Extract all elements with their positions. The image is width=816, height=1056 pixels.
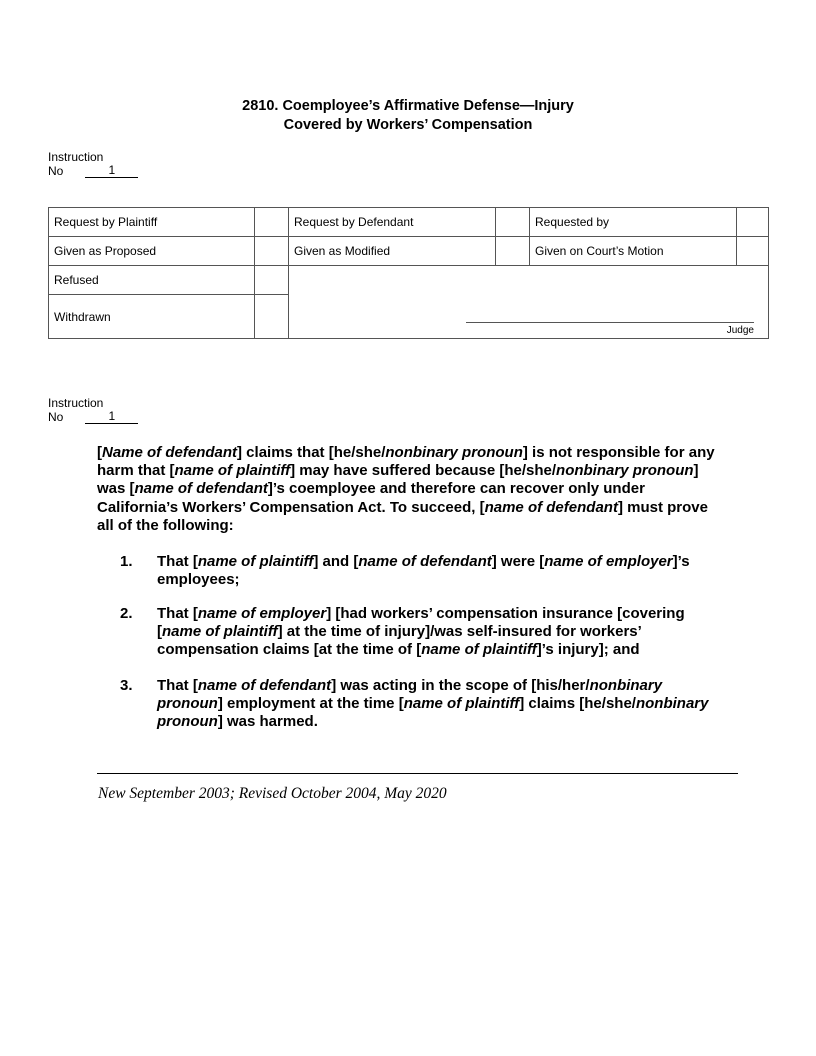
item-text: That [name of employer] [had workers’ compensation insurance [covering [name of plaintiff] at the time of injury]/was self-insured for workers’ compensation claims [at the time of [name of plaintiff]’s injury]; and bbox=[157, 605, 685, 659]
item-number: 1. bbox=[120, 553, 133, 570]
instruction-number-block-bottom bbox=[48, 396, 138, 424]
withdrawn-checkbox[interactable] bbox=[255, 295, 289, 339]
judge-signature-area bbox=[289, 266, 769, 339]
instruction-number-block-top bbox=[48, 150, 138, 178]
given-as-modified-checkbox[interactable] bbox=[496, 237, 530, 266]
instruction-label: Instruction bbox=[48, 396, 104, 410]
judge-signature-line bbox=[466, 322, 754, 323]
refused-label: Refused bbox=[49, 266, 255, 295]
item-number: 2. bbox=[120, 605, 133, 622]
no-label: No bbox=[48, 164, 64, 178]
requested-by-checkbox[interactable] bbox=[737, 208, 769, 237]
revision-history: New September 2003; Revised October 2004, May 2020 bbox=[98, 785, 447, 802]
item-number: 3. bbox=[120, 677, 133, 694]
intro-paragraph: [Name of defendant] claims that [he/she/nonbinary pronoun] is not responsible for any harm that [name of plaintiff] may have suffered because [he/she/nonbinary pronoun] was [name of defendant]’s coemployee and therefore can recover only under California’s Workers’ Compensation Act. To succeed, [name of defendant] must prove all of the following: bbox=[97, 444, 715, 534]
withdrawn-label: Withdrawn bbox=[49, 295, 255, 339]
item-text: That [name of plaintiff] and [name of defendant] were [name of employer]’s employees; bbox=[157, 553, 690, 589]
request-table bbox=[48, 207, 769, 339]
request-by-plaintiff-label: Request by Plaintiff bbox=[49, 208, 255, 237]
title-line-2: Covered by Workers’ Compensation bbox=[283, 117, 533, 133]
judge-label: Judge bbox=[726, 325, 754, 336]
instruction-label: Instruction bbox=[48, 150, 104, 164]
given-as-proposed-label: Given as Proposed bbox=[49, 237, 255, 266]
requested-by-label: Requested by bbox=[530, 208, 737, 237]
no-label: No bbox=[48, 410, 64, 424]
item-text: That [name of defendant] was acting in the scope of [his/her/nonbinary pronoun] employment at the time [name of plaintiff] claims [he/she/nonbinary pronoun] was harmed. bbox=[157, 677, 709, 731]
instruction-number: 1 bbox=[85, 410, 138, 424]
section-divider bbox=[97, 773, 738, 774]
given-on-courts-motion-label: Given on Court’s Motion bbox=[530, 237, 737, 266]
request-by-defendant-label: Request by Defendant bbox=[289, 208, 496, 237]
given-as-proposed-checkbox[interactable] bbox=[255, 237, 289, 266]
refused-checkbox[interactable] bbox=[255, 266, 289, 295]
page-title bbox=[0, 97, 816, 135]
request-by-plaintiff-checkbox[interactable] bbox=[255, 208, 289, 237]
instruction-number: 1 bbox=[85, 164, 138, 178]
given-as-modified-label: Given as Modified bbox=[289, 237, 496, 266]
request-by-defendant-checkbox[interactable] bbox=[496, 208, 530, 237]
given-on-courts-motion-checkbox[interactable] bbox=[737, 237, 769, 266]
title-line-1: 2810. Coemployee’s Affirmative Defense—Injury bbox=[242, 98, 574, 114]
instruction-body bbox=[97, 444, 727, 535]
